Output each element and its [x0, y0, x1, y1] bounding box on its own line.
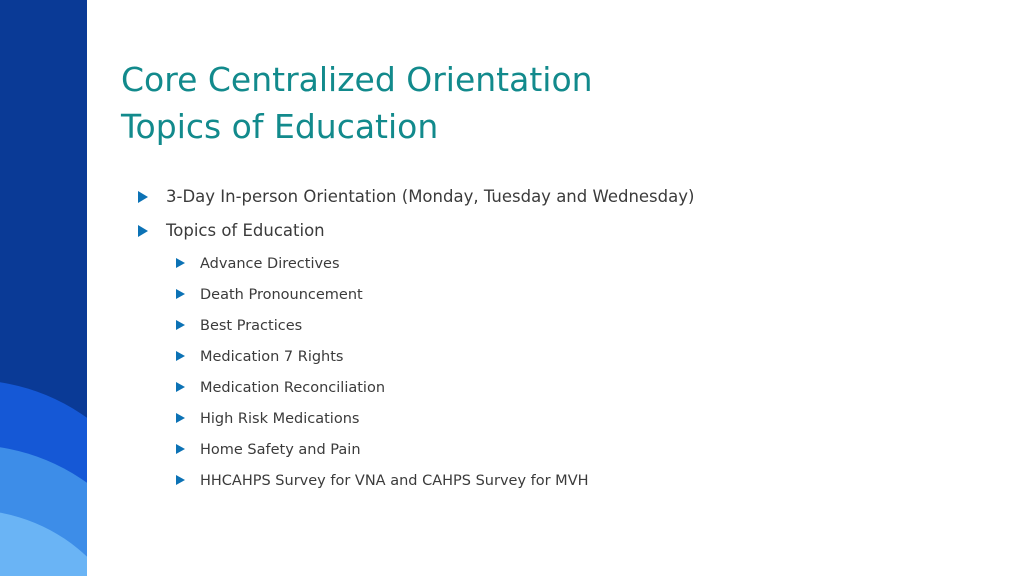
sub-bullet-item — [176, 347, 343, 367]
sub-bullet-item — [176, 378, 385, 398]
bullet-item — [138, 186, 694, 208]
triangle-right-icon — [138, 225, 148, 237]
triangle-right-icon — [176, 289, 185, 299]
decorative-sidebar — [0, 0, 87, 576]
sub-bullet-text: Home Safety and Pain — [200, 442, 361, 458]
triangle-right-icon — [176, 475, 185, 485]
sub-bullet-text: Medication 7 Rights — [200, 349, 344, 365]
triangle-right-icon — [176, 351, 185, 361]
sub-bullet-item — [176, 471, 589, 491]
triangle-right-icon — [176, 413, 185, 423]
sub-bullet-item — [176, 316, 302, 336]
sub-bullet-text: High Risk Medications — [200, 411, 360, 427]
sub-bullet-text: Death Pronouncement — [200, 287, 363, 303]
bullet-text: Topics of Education — [166, 221, 325, 240]
bullet-item — [138, 220, 325, 242]
sub-bullet-text: Advance Directives — [200, 256, 340, 272]
triangle-right-icon — [176, 258, 185, 268]
triangle-right-icon — [176, 382, 185, 392]
sub-bullet-item — [176, 409, 359, 429]
triangle-right-icon — [176, 444, 185, 454]
slide-title-line-1: Core Centralized Orientation — [121, 60, 593, 99]
sub-bullet-item — [176, 440, 361, 460]
sub-bullet-text: Medication Reconciliation — [200, 380, 386, 396]
sub-bullet-text: Best Practices — [200, 318, 303, 334]
sub-bullet-text: HHCAHPS Survey for VNA and CAHPS Survey for MVH — [200, 473, 589, 489]
sub-bullet-item — [176, 285, 363, 305]
sub-bullet-item — [176, 254, 340, 274]
triangle-right-icon — [138, 191, 148, 203]
triangle-right-icon — [176, 320, 185, 330]
bullet-text: 3-Day In-person Orientation (Monday, Tuesday and Wednesday) — [166, 187, 695, 206]
slide-title-line-2: Topics of Education — [121, 107, 439, 146]
slide-title — [121, 56, 593, 150]
